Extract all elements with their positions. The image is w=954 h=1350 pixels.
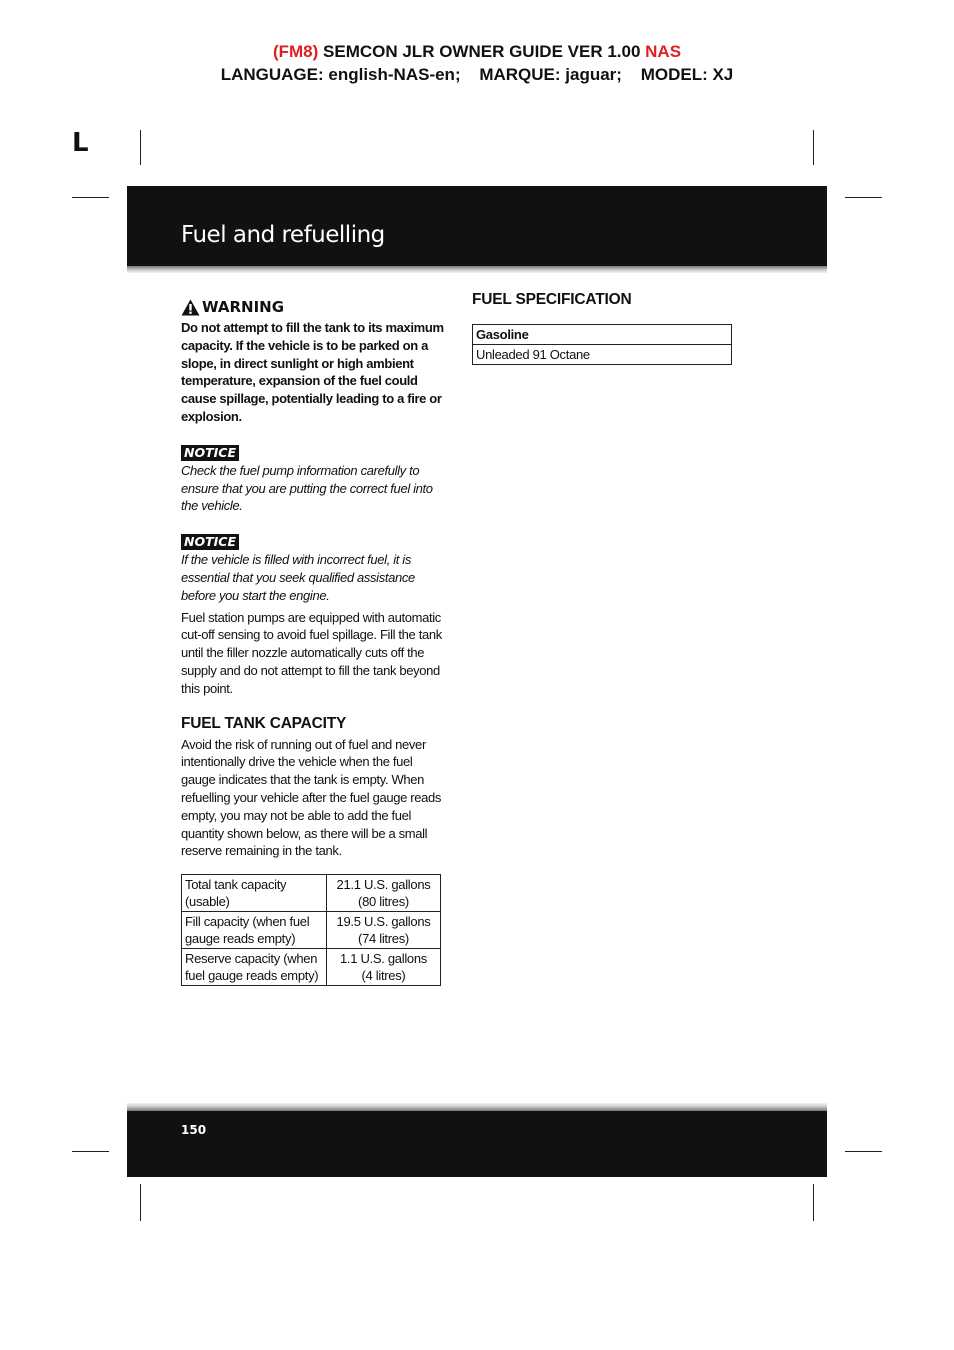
page-title: Fuel and refuelling — [181, 222, 385, 248]
crop-mark-top-right-vertical — [813, 130, 814, 165]
table-cell-value: Unleaded 91 Octane — [473, 345, 732, 365]
table-header-cell: Gasoline — [473, 325, 732, 345]
table-cell-label — [182, 912, 327, 949]
chapter-title-band — [127, 186, 827, 266]
table-cell-label — [182, 875, 327, 912]
fuel-tank-capacity-heading: FUEL TANK CAPACITY — [181, 714, 347, 732]
cell-line: Reserve capacity (when — [185, 951, 318, 967]
cell-line: Total tank capacity — [185, 877, 287, 893]
fuel-specification-heading: FUEL SPECIFICATION — [472, 291, 632, 308]
notice-label: NOTICE — [181, 445, 239, 461]
print-header — [0, 40, 954, 86]
warning-label — [181, 297, 445, 317]
header-model: MODEL: XJ — [640, 65, 734, 84]
table-row — [473, 345, 732, 365]
table-cell-value — [327, 949, 441, 986]
fuel-capacity-table — [181, 874, 441, 986]
table-row — [473, 325, 732, 345]
cell-line: gauge reads empty) — [185, 931, 296, 947]
crop-mark-top-right-horizontal — [845, 197, 882, 198]
table-row — [182, 875, 441, 912]
right-column — [472, 291, 734, 365]
crop-mark-bottom-left-vertical — [140, 1184, 141, 1221]
cell-line: (74 litres) — [358, 931, 409, 947]
cell-line: (80 litres) — [358, 894, 409, 910]
cell-line: 21.1 U.S. gallons — [336, 877, 431, 893]
footer-band — [127, 1111, 827, 1177]
notice-block-2 — [181, 533, 445, 604]
print-header-line-2 — [0, 63, 954, 86]
warning-label-text: WARNING — [202, 298, 285, 316]
left-column — [181, 297, 445, 986]
cell-line: 19.5 U.S. gallons — [336, 914, 431, 930]
header-language: LANGUAGE: english-NAS-en; — [220, 65, 461, 84]
notice-text: Check the fuel pump information carefully to ensure that you are putting the correct fuel into the vehicle. — [181, 462, 433, 514]
table-cell-value — [327, 912, 441, 949]
header-guide-title: SEMCON JLR OWNER GUIDE VER 1.00 — [323, 42, 641, 61]
warning-text: Do not attempt to fill the tank to its maximum capacity. If the vehicle is to be parked on a slope, in direct sunlight or high ambient temperature, expansion of the fuel could cause spillage, potentially leading to a fire or explosion. — [181, 320, 444, 424]
table-cell-value — [327, 875, 441, 912]
cell-line: Fill capacity (when fuel — [185, 914, 310, 930]
footer-band-shadow — [127, 1103, 827, 1111]
fuel-tank-capacity-paragraph: Avoid the risk of running out of fuel and never intentionally drive the vehicle when the fuel gauge indicates that the tank is empty. When refuelling your vehicle after the fuel gauge reads empty, you may not be able to add the fuel quantity shown below, as there will be a small reserve remaining in the tank. — [181, 736, 442, 859]
cell-line: 1.1 U.S. gallons — [340, 951, 427, 967]
cell-line: (usable) — [185, 894, 230, 910]
table-cell-label — [182, 949, 327, 986]
page-number: 150 — [181, 1123, 207, 1137]
crop-mark-bottom-right-vertical — [813, 1184, 814, 1221]
table-row — [182, 949, 441, 986]
fuel-specification-table — [472, 324, 732, 365]
crop-mark-top-left-horizontal — [72, 197, 109, 198]
cell-line: fuel gauge reads empty) — [185, 968, 319, 984]
title-band-shadow — [127, 266, 827, 273]
notice-label: NOTICE — [181, 534, 239, 550]
header-marque: MARQUE: jaguar; — [479, 65, 622, 84]
table-row — [182, 912, 441, 949]
print-header-line-1 — [0, 40, 954, 63]
notice-block-1 — [181, 444, 445, 515]
notice-text: If the vehicle is filled with incorrect fuel, it is essential that you seek qualified assistance before you start the engine. — [181, 552, 415, 603]
warning-triangle-icon — [181, 299, 200, 316]
crop-mark-bottom-left-horizontal — [72, 1151, 109, 1152]
cell-line: (4 litres) — [361, 968, 406, 984]
header-suffix: NAS — [645, 42, 682, 61]
fuel-pump-paragraph: Fuel station pumps are equipped with automatic cut-off sensing to avoid fuel spillage. Fill the tank until the filler nozzle automatically cuts off the supply and do not attempt to fill the tank beyond this point. — [181, 609, 442, 696]
side-marker: L — [72, 128, 89, 158]
header-prefix: (FM8) — [272, 42, 319, 61]
crop-mark-top-left-vertical — [140, 130, 141, 165]
crop-mark-bottom-right-horizontal — [845, 1151, 882, 1152]
